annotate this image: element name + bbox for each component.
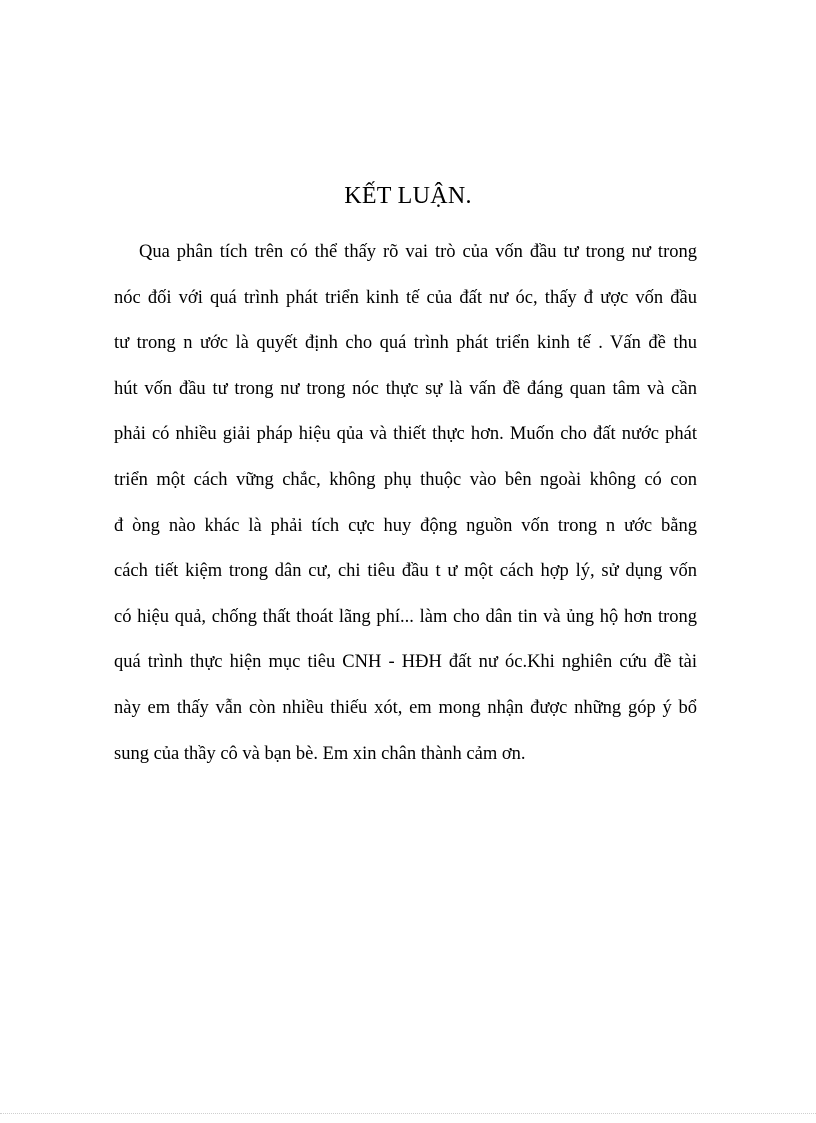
paragraph-line-1: Qua phân tích trên có thể thấy rõ vai trò của vốn đầu tư trong nư trong (139, 242, 697, 262)
paragraph-line-6: triển một cách vững chắc, không phụ thuộc vào bên ngoài không có con (114, 469, 697, 490)
paragraph-line-7: đ òng nào khác là phải tích cực huy động nguồn vốn trong n ước bằng (114, 515, 697, 536)
paragraph-line-12: sung của thầy cô và bạn bè. Em xin chân thành cảm ơn. (114, 743, 526, 764)
paragraph-line-9: có hiệu quả, chống thất thoát lãng phí... làm cho dân tin và ủng hộ hơn trong (114, 606, 697, 627)
paragraph-line-8: cách tiết kiệm trong dân cư, chi tiêu đầu t ư một cách hợp lý, sử dụng vốn (114, 561, 697, 582)
paragraph-line-5: phải có nhiều giải pháp hiệu qủa và thiết thực hơn. Muốn cho đất nước phát (114, 424, 697, 445)
paragraph-line-2: nóc đối với quá trình phát triển kinh tế của đất nư óc, thấy đ ược vốn đầu (114, 287, 697, 308)
paragraph-line-3: tư trong n ước là quyết định cho quá trình phát triển kinh tế . Vấn đề thu (114, 333, 697, 354)
paragraph-line-4: hút vốn đầu tư trong nư trong nóc thực sự là vấn đề đáng quan tâm và cần (114, 378, 697, 399)
page-title: KẾT LUẬN. (344, 183, 472, 209)
paragraph-line-10: quá trình thực hiện mục tiêu CNH - HĐH đất nư óc.Khi nghiên cứu đề tài (114, 652, 697, 673)
paragraph-line-11: này em thấy vẫn còn nhiều thiếu xót, em mong nhận được những góp ý bổ (114, 697, 697, 718)
conclusion-paragraph (114, 238, 697, 785)
page-bottom-divider (0, 1113, 816, 1114)
